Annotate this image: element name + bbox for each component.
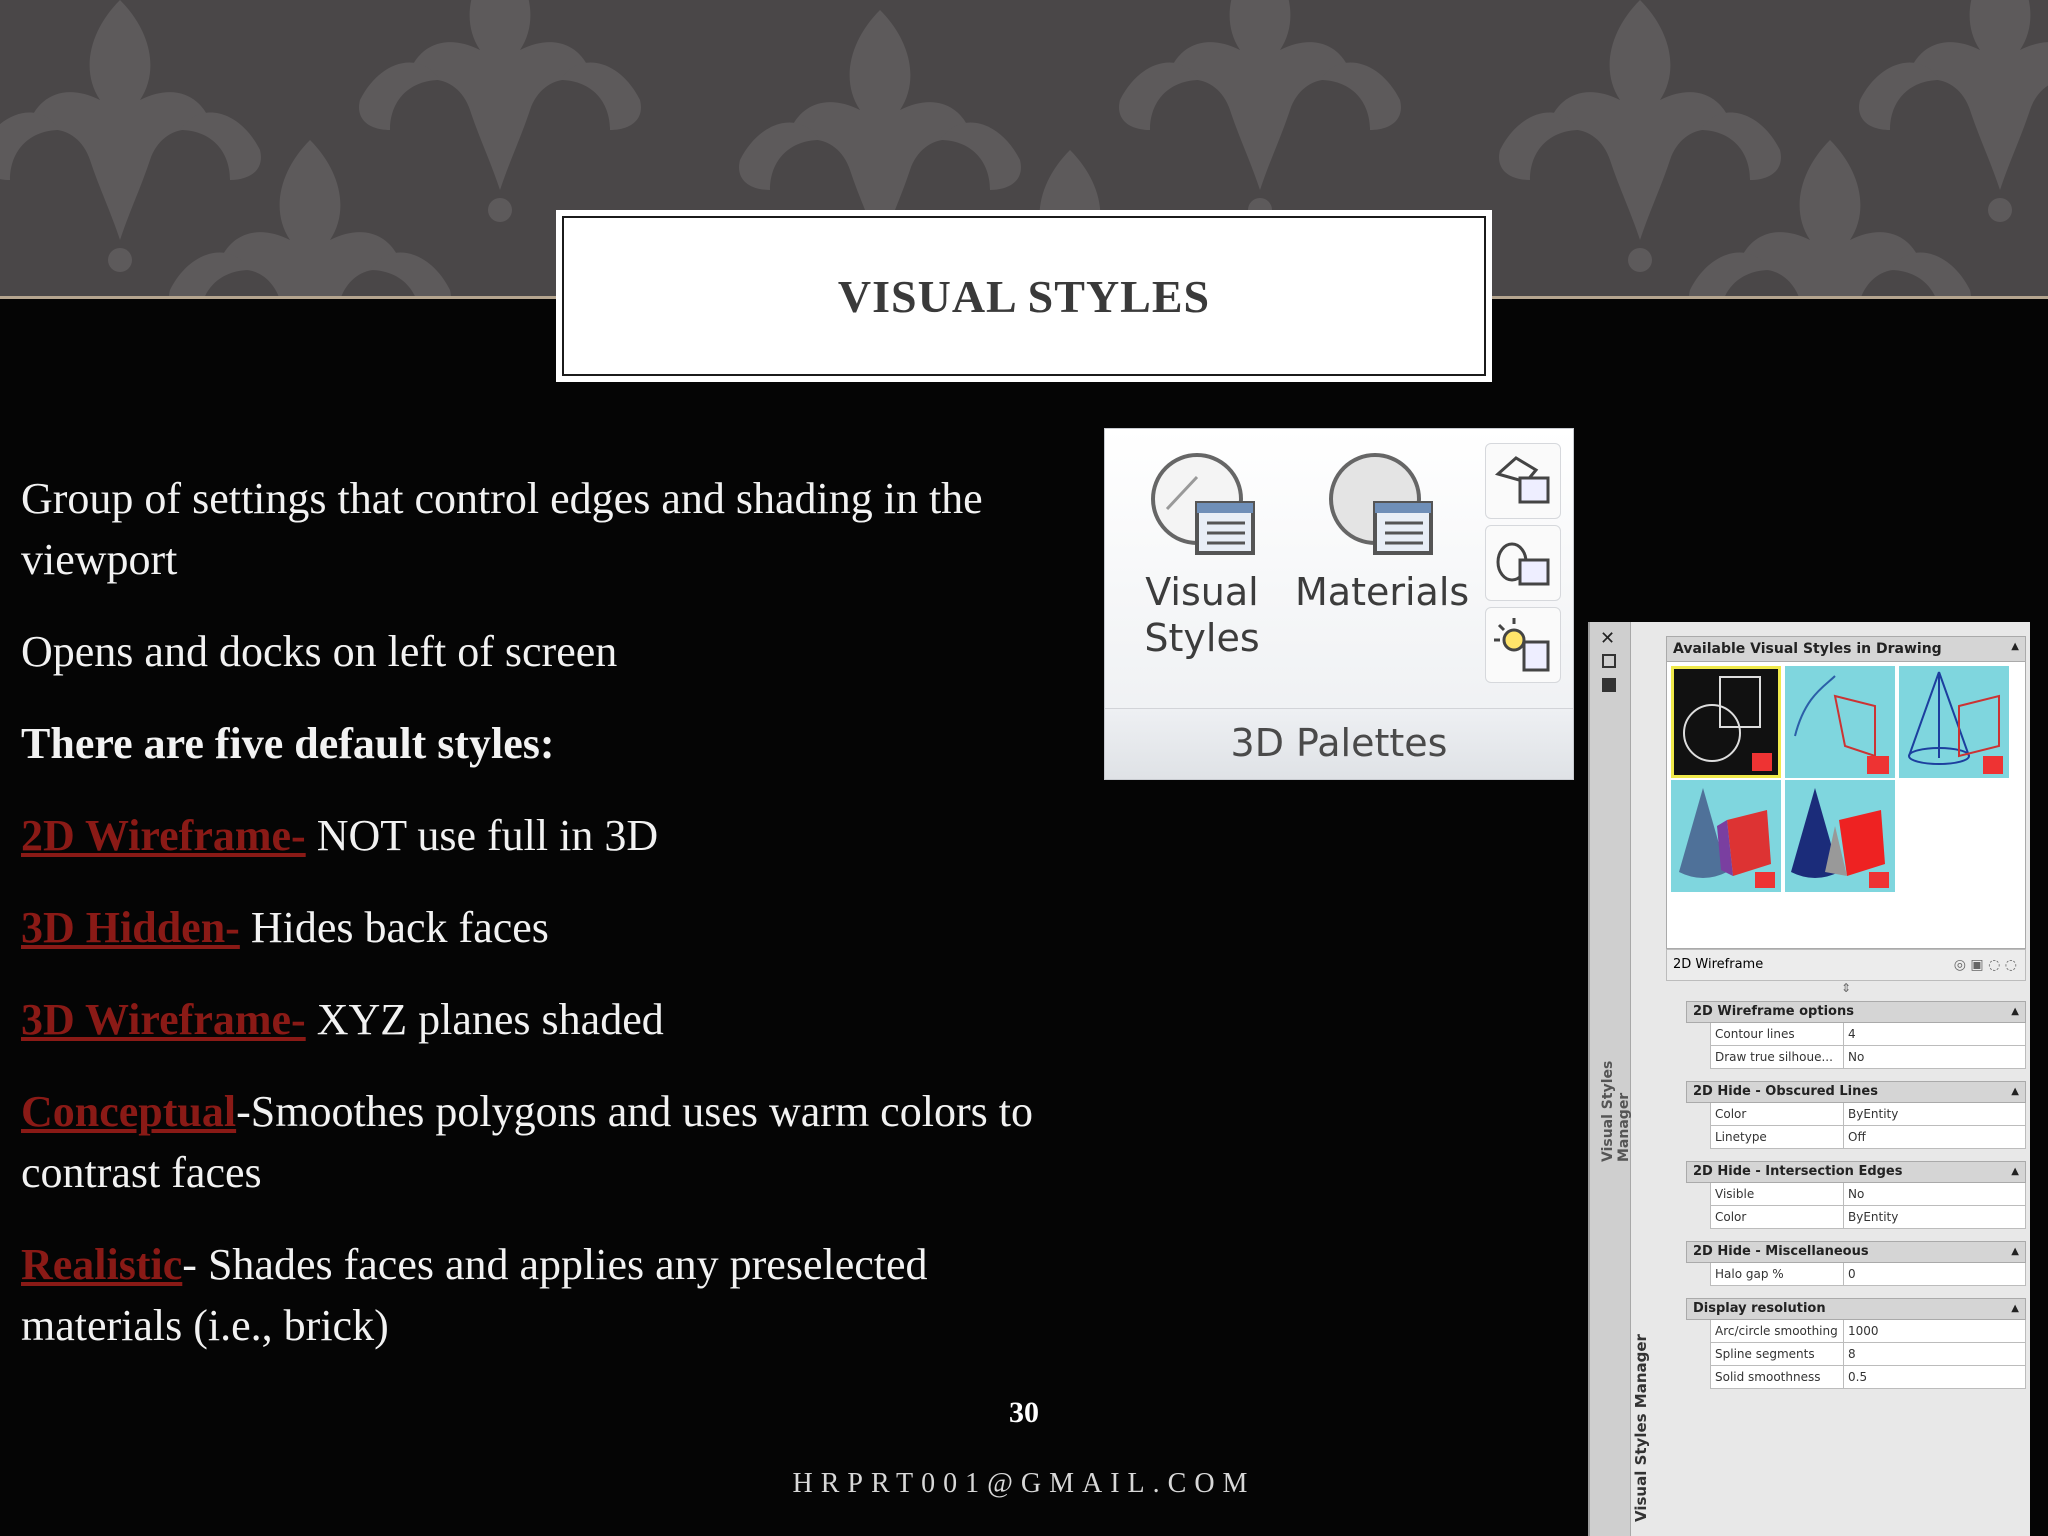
property-key: Arc/circle smoothing xyxy=(1711,1320,1844,1342)
property-row[interactable] xyxy=(1710,1126,2026,1149)
property-value[interactable]: No xyxy=(1848,1050,1865,1064)
property-value[interactable]: ByEntity xyxy=(1848,1107,1899,1121)
term-3d-wireframe[interactable]: 3D Wireframe- xyxy=(21,995,306,1044)
bullet-5-text: Hides back faces xyxy=(239,903,549,952)
property-key: Halo gap % xyxy=(1711,1263,1844,1285)
lights-palette-icon xyxy=(1486,608,1560,682)
bullet-7 xyxy=(21,1081,1061,1203)
page-number: 30 xyxy=(1009,1396,1039,1429)
property-row[interactable] xyxy=(1710,1343,2026,1366)
bullet-6 xyxy=(21,989,1061,1050)
hidden-thumb-icon xyxy=(1785,666,1895,778)
property-value[interactable]: 0 xyxy=(1848,1267,1856,1281)
materials-label: Materials xyxy=(1295,570,1470,614)
property-value[interactable]: No xyxy=(1848,1187,1865,1201)
auto-hide-icon[interactable] xyxy=(1602,654,1616,668)
visual-styles-icon xyxy=(1147,449,1257,559)
section-title-0: 2D Wireframe options xyxy=(1693,1004,1854,1019)
bullet-3-text: There are five default styles: xyxy=(21,719,555,768)
property-key: Visible xyxy=(1711,1183,1844,1205)
section-header-0[interactable] xyxy=(1686,1001,2026,1023)
property-key: Color xyxy=(1711,1206,1844,1228)
bullet-5 xyxy=(21,897,1061,958)
property-row[interactable] xyxy=(1710,1206,2026,1229)
collapse-icon[interactable]: ▲ xyxy=(2011,1303,2019,1314)
properties-icon[interactable] xyxy=(1602,678,1616,692)
footer-email: HRPRT001@GMAIL.COM xyxy=(792,1468,1256,1499)
term-3d-hidden[interactable]: 3D Hidden- xyxy=(21,903,240,952)
collapse-icon[interactable]: ▲ xyxy=(2011,1006,2019,1017)
link-palette-icon xyxy=(1486,526,1560,600)
bullet-4 xyxy=(21,805,1061,866)
property-row[interactable] xyxy=(1710,1183,2026,1206)
term-conceptual[interactable]: Conceptual xyxy=(21,1087,237,1136)
visual-styles-label-line2: Styles xyxy=(1144,616,1260,660)
property-value[interactable]: 1000 xyxy=(1848,1324,1879,1338)
bullet-list xyxy=(21,468,1061,1387)
term-realistic[interactable]: Realistic xyxy=(21,1240,183,1289)
term-2d-wireframe[interactable]: 2D Wireframe- xyxy=(21,811,306,860)
bullet-4-text: NOT use full in 3D xyxy=(305,811,659,860)
palette-tool-button-2[interactable] xyxy=(1485,525,1561,601)
property-key: Color xyxy=(1711,1103,1844,1125)
section-header-2[interactable] xyxy=(1686,1161,2026,1183)
section-title-3: 2D Hide - Miscellaneous xyxy=(1693,1244,1869,1259)
title-box xyxy=(556,210,1492,382)
palette-strip-title-2: Visual Styles Manager xyxy=(1632,1334,1650,1522)
style-action-icons[interactable]: ◎ ▣ ◌ ◌ xyxy=(1953,957,2017,973)
materials-button[interactable] xyxy=(1295,449,1470,615)
vsm-main-panel xyxy=(1666,636,2026,1389)
visual-styles-label-line1: Visual xyxy=(1145,570,1259,614)
section-header-4[interactable] xyxy=(1686,1298,2026,1320)
property-value[interactable]: 4 xyxy=(1848,1027,1856,1041)
bullet-6-text: XYZ planes shaded xyxy=(305,995,664,1044)
section-title-2: 2D Hide - Intersection Edges xyxy=(1693,1164,1903,1179)
visual-styles-button[interactable] xyxy=(1127,449,1277,661)
property-row[interactable] xyxy=(1710,1046,2026,1069)
palette-tool-button-1[interactable] xyxy=(1485,443,1561,519)
section-header-3[interactable] xyxy=(1686,1241,2026,1263)
style-thumb-3d-wireframe[interactable] xyxy=(1899,666,2009,778)
property-value[interactable]: ByEntity xyxy=(1848,1210,1899,1224)
bullet-1: Group of settings that control edges and shading in the viewport xyxy=(21,474,983,584)
section-title-1: 2D Hide - Obscured Lines xyxy=(1693,1084,1878,1099)
styles-thumbnail-grid xyxy=(1666,662,2026,949)
section-title-4: Display resolution xyxy=(1693,1301,1826,1316)
available-styles-header[interactable] xyxy=(1666,636,2026,662)
style-thumb-2d-wireframe[interactable] xyxy=(1671,666,1781,778)
bullet-3 xyxy=(21,713,1061,774)
property-key: Solid smoothness xyxy=(1711,1366,1844,1388)
tool-palette-icon xyxy=(1486,444,1560,518)
property-row[interactable] xyxy=(1710,1366,2026,1389)
property-value[interactable]: 8 xyxy=(1848,1347,1856,1361)
property-row[interactable] xyxy=(1710,1103,2026,1126)
property-row[interactable] xyxy=(1710,1320,2026,1343)
property-key: Contour lines xyxy=(1711,1023,1844,1045)
collapse-icon[interactable]: ▲ xyxy=(2011,1086,2019,1097)
style-thumb-conceptual[interactable] xyxy=(1671,780,1781,892)
property-row[interactable] xyxy=(1710,1023,2026,1046)
visual-styles-manager-palette xyxy=(1588,622,2030,1536)
bullet-8 xyxy=(21,1234,1061,1356)
palette-tool-button-3[interactable] xyxy=(1485,607,1561,683)
3d-wireframe-thumb-icon xyxy=(1899,666,2009,778)
palette-title-strip[interactable] xyxy=(1590,622,1631,1536)
close-icon[interactable]: ✕ xyxy=(1600,628,1616,649)
collapse-icon[interactable]: ▲ xyxy=(2011,641,2019,652)
collapse-icon[interactable]: ▲ xyxy=(2011,1246,2019,1257)
bullet-7-text: -Smoothes polygons and uses warm colors to contrast faces xyxy=(21,1087,1033,1197)
palette-strip-title: Visual Styles Manager xyxy=(1600,1060,1632,1162)
property-key: Linetype xyxy=(1711,1126,1844,1148)
available-styles-title: Available Visual Styles in Drawing xyxy=(1673,641,1942,657)
style-thumb-3d-hidden[interactable] xyxy=(1785,666,1895,778)
property-key: Draw true silhoue... xyxy=(1711,1046,1844,1068)
resize-handle-icon[interactable]: ⇕ xyxy=(1840,981,1852,995)
ribbon-3d-palettes-panel xyxy=(1104,428,1574,780)
current-style-name: 2D Wireframe xyxy=(1673,957,1764,972)
property-value[interactable]: Off xyxy=(1848,1130,1866,1144)
collapse-icon[interactable]: ▲ xyxy=(2011,1166,2019,1177)
bullet-8-text: - Shades faces and applies any preselected materials (i.e., brick) xyxy=(21,1240,928,1350)
slide-title: VISUAL STYLES xyxy=(837,270,1211,322)
bullet-2: Opens and docks on left of screen xyxy=(21,627,618,676)
property-row[interactable] xyxy=(1710,1263,2026,1286)
section-header-1[interactable] xyxy=(1686,1081,2026,1103)
realistic-thumb-icon xyxy=(1785,780,1895,892)
current-style-row xyxy=(1666,949,2026,981)
property-value[interactable]: 0.5 xyxy=(1848,1370,1868,1384)
ribbon-panel-title: 3D Palettes xyxy=(1105,708,1573,779)
conceptual-thumb-icon xyxy=(1671,780,1781,892)
wireframe-thumb-icon xyxy=(1674,669,1778,775)
style-thumb-realistic[interactable] xyxy=(1785,780,1895,892)
materials-icon xyxy=(1325,449,1435,559)
property-key: Spline segments xyxy=(1711,1343,1844,1365)
